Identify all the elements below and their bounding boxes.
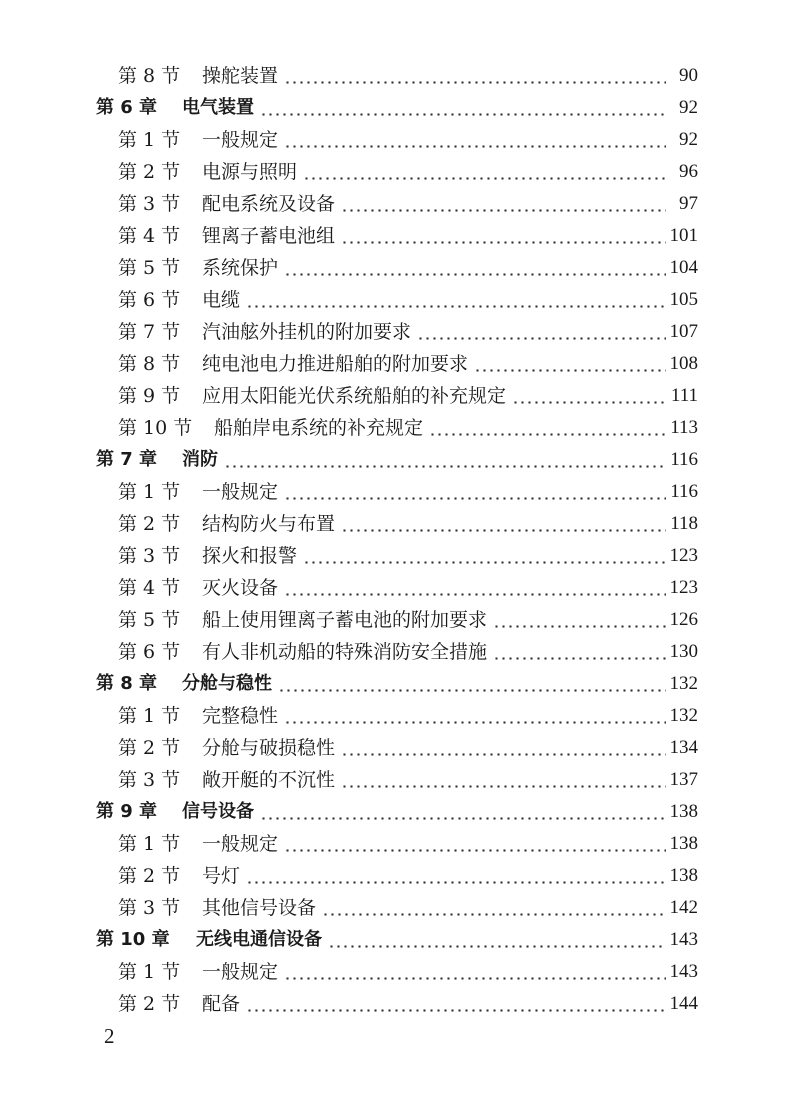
entry-number: 第 4 节 bbox=[118, 225, 181, 247]
entry-number: 第 1 节 bbox=[118, 961, 181, 983]
dot-leader bbox=[322, 913, 666, 916]
entry-page: 105 bbox=[666, 284, 699, 316]
entry-label bbox=[118, 316, 415, 348]
entry-page: 101 bbox=[666, 220, 699, 252]
entry-label bbox=[96, 668, 276, 700]
entry-title: 配备 bbox=[202, 993, 241, 1015]
entry-title: 敞开艇的不沉性 bbox=[202, 769, 336, 791]
entry-title: 灭火设备 bbox=[202, 577, 279, 599]
entry-label bbox=[118, 284, 244, 316]
toc-section-entry bbox=[0, 508, 790, 540]
entry-title: 锂离子蓄电池组 bbox=[202, 225, 336, 247]
entry-title: 电气装置 bbox=[182, 97, 254, 118]
entry-page: 123 bbox=[666, 540, 699, 572]
entry-page: 138 bbox=[666, 860, 699, 892]
entry-page: 142 bbox=[666, 892, 699, 924]
dot-leader bbox=[341, 785, 666, 788]
entry-title: 系统保护 bbox=[202, 257, 279, 279]
toc-section-entry bbox=[0, 60, 790, 92]
entry-number: 第 1 节 bbox=[118, 129, 181, 151]
entry-number: 第 2 节 bbox=[118, 865, 181, 887]
entry-page: 111 bbox=[667, 380, 698, 412]
entry-label bbox=[118, 508, 339, 540]
entry-label bbox=[96, 92, 258, 124]
dot-leader bbox=[429, 433, 666, 436]
entry-number: 第 3 节 bbox=[118, 545, 181, 567]
entry-title: 信号设备 bbox=[182, 801, 254, 822]
dot-leader bbox=[303, 561, 666, 564]
toc-section-entry bbox=[0, 380, 790, 412]
entry-page: 137 bbox=[666, 764, 699, 796]
entry-number: 第 9 章 bbox=[96, 801, 158, 822]
dot-leader bbox=[246, 881, 666, 884]
toc-section-entry bbox=[0, 764, 790, 796]
dot-leader bbox=[284, 977, 666, 980]
dot-leader bbox=[284, 145, 666, 148]
dot-leader bbox=[246, 1009, 666, 1012]
entry-title: 消防 bbox=[182, 449, 218, 470]
entry-number: 第 3 节 bbox=[118, 897, 181, 919]
dot-leader bbox=[260, 113, 666, 116]
toc-chapter-entry bbox=[0, 444, 790, 476]
entry-title: 一般规定 bbox=[202, 481, 279, 503]
entry-label bbox=[96, 924, 326, 956]
entry-title: 应用太阳能光伏系统船舶的补充规定 bbox=[202, 385, 507, 407]
entry-number: 第 2 节 bbox=[118, 993, 181, 1015]
entry-title: 号灯 bbox=[202, 865, 241, 887]
dot-leader bbox=[284, 593, 666, 596]
entry-label bbox=[118, 188, 339, 220]
toc-section-entry bbox=[0, 220, 790, 252]
dot-leader bbox=[284, 497, 666, 500]
entry-title: 配电系统及设备 bbox=[202, 193, 336, 215]
dot-leader bbox=[303, 177, 666, 180]
entry-label bbox=[118, 60, 282, 92]
entry-label bbox=[118, 476, 282, 508]
dot-leader bbox=[284, 849, 666, 852]
entry-label bbox=[118, 124, 282, 156]
entry-page: 144 bbox=[666, 988, 699, 1020]
dot-leader bbox=[493, 625, 666, 628]
dot-leader bbox=[260, 817, 666, 820]
entry-title: 船舶岸电系统的补充规定 bbox=[214, 417, 424, 439]
toc-section-entry bbox=[0, 988, 790, 1020]
toc-section-entry bbox=[0, 348, 790, 380]
entry-title: 一般规定 bbox=[202, 129, 279, 151]
entry-number: 第 3 节 bbox=[118, 769, 181, 791]
entry-title: 无线电通信设备 bbox=[196, 929, 322, 950]
dot-leader bbox=[224, 465, 666, 468]
entry-label bbox=[118, 988, 244, 1020]
entry-page: 113 bbox=[666, 412, 698, 444]
entry-page: 134 bbox=[666, 732, 699, 764]
entry-label bbox=[118, 636, 491, 668]
entry-number: 第 6 章 bbox=[96, 97, 158, 118]
entry-number: 第 1 节 bbox=[118, 833, 181, 855]
entry-page: 104 bbox=[666, 252, 699, 284]
entry-page: 97 bbox=[675, 188, 698, 220]
entry-label bbox=[118, 380, 510, 412]
entry-page: 126 bbox=[666, 604, 699, 636]
entry-number: 第 8 章 bbox=[96, 673, 158, 694]
toc-section-entry bbox=[0, 892, 790, 924]
entry-page: 123 bbox=[666, 572, 699, 604]
entry-page: 116 bbox=[666, 444, 698, 476]
entry-page: 90 bbox=[675, 60, 698, 92]
toc-section-entry bbox=[0, 572, 790, 604]
entry-label bbox=[118, 572, 282, 604]
toc-chapter-entry bbox=[0, 668, 790, 700]
entry-label bbox=[118, 348, 472, 380]
dot-leader bbox=[417, 337, 666, 340]
toc-section-entry bbox=[0, 316, 790, 348]
entry-number: 第 1 节 bbox=[118, 481, 181, 503]
toc-section-entry bbox=[0, 956, 790, 988]
dot-leader bbox=[512, 401, 666, 404]
dot-leader bbox=[284, 721, 666, 724]
entry-label bbox=[118, 220, 339, 252]
entry-page: 96 bbox=[675, 156, 698, 188]
entry-number: 第 3 节 bbox=[118, 193, 181, 215]
dot-leader bbox=[278, 689, 666, 692]
dot-leader bbox=[284, 273, 666, 276]
entry-title: 一般规定 bbox=[202, 833, 279, 855]
dot-leader bbox=[474, 369, 666, 372]
dot-leader bbox=[284, 81, 666, 84]
toc-section-entry bbox=[0, 700, 790, 732]
entry-number: 第 10 节 bbox=[118, 417, 193, 439]
entry-number: 第 2 节 bbox=[118, 513, 181, 535]
entry-label bbox=[118, 892, 320, 924]
entry-number: 第 6 节 bbox=[118, 289, 181, 311]
entry-label bbox=[96, 444, 222, 476]
entry-label bbox=[118, 252, 282, 284]
toc-section-entry bbox=[0, 860, 790, 892]
entry-number: 第 4 节 bbox=[118, 577, 181, 599]
toc-section-entry bbox=[0, 540, 790, 572]
entry-page: 143 bbox=[666, 956, 699, 988]
toc-section-entry bbox=[0, 476, 790, 508]
entry-label bbox=[118, 764, 339, 796]
entry-number: 第 6 节 bbox=[118, 641, 181, 663]
entry-number: 第 9 节 bbox=[118, 385, 181, 407]
toc-section-entry bbox=[0, 124, 790, 156]
entry-title: 电缆 bbox=[202, 289, 241, 311]
entry-title: 船上使用锂离子蓄电池的附加要求 bbox=[202, 609, 488, 631]
entry-label bbox=[118, 860, 244, 892]
entry-number: 第 8 节 bbox=[118, 353, 181, 375]
entry-title: 探火和报警 bbox=[202, 545, 298, 567]
entry-title: 汽油舷外挂机的附加要求 bbox=[202, 321, 412, 343]
toc-chapter-entry bbox=[0, 924, 790, 956]
toc-section-entry bbox=[0, 156, 790, 188]
entry-page: 107 bbox=[666, 316, 699, 348]
entry-label bbox=[118, 956, 282, 988]
entry-title: 纯电池电力推进船舶的附加要求 bbox=[202, 353, 469, 375]
entry-number: 第 10 章 bbox=[96, 929, 170, 950]
entry-title: 操舵装置 bbox=[202, 65, 279, 87]
toc-section-entry bbox=[0, 284, 790, 316]
entry-title: 一般规定 bbox=[202, 961, 279, 983]
entry-page: 130 bbox=[666, 636, 699, 668]
toc-section-entry bbox=[0, 188, 790, 220]
entry-label bbox=[118, 412, 427, 444]
entry-label bbox=[118, 604, 491, 636]
entry-title: 结构防火与布置 bbox=[202, 513, 336, 535]
entry-number: 第 7 节 bbox=[118, 321, 181, 343]
entry-title: 分舱与稳性 bbox=[182, 673, 272, 694]
entry-page: 132 bbox=[666, 668, 699, 700]
dot-leader bbox=[341, 241, 666, 244]
entry-title: 有人非机动船的特殊消防安全措施 bbox=[202, 641, 488, 663]
entry-label bbox=[118, 156, 301, 188]
entry-title: 电源与照明 bbox=[202, 161, 298, 183]
page-number: 2 bbox=[104, 1024, 115, 1048]
dot-leader bbox=[493, 657, 666, 660]
entry-title: 其他信号设备 bbox=[202, 897, 317, 919]
toc-chapter-entry bbox=[0, 796, 790, 828]
entry-number: 第 8 节 bbox=[118, 65, 181, 87]
entry-number: 第 1 节 bbox=[118, 705, 181, 727]
entry-page: 138 bbox=[666, 828, 699, 860]
entry-page: 143 bbox=[666, 924, 699, 956]
toc-section-entry bbox=[0, 828, 790, 860]
entry-page: 92 bbox=[675, 124, 698, 156]
entry-number: 第 2 节 bbox=[118, 737, 181, 759]
entry-label bbox=[96, 796, 258, 828]
dot-leader bbox=[328, 945, 666, 948]
entry-page: 118 bbox=[666, 508, 698, 540]
dot-leader bbox=[341, 529, 666, 532]
toc-section-entry bbox=[0, 412, 790, 444]
entry-page: 132 bbox=[666, 700, 699, 732]
entry-label bbox=[118, 828, 282, 860]
entry-page: 116 bbox=[666, 476, 698, 508]
entry-label bbox=[118, 732, 339, 764]
entry-title: 完整稳性 bbox=[202, 705, 279, 727]
toc-section-entry bbox=[0, 732, 790, 764]
toc-section-entry bbox=[0, 636, 790, 668]
entry-number: 第 7 章 bbox=[96, 449, 158, 470]
table-of-contents bbox=[0, 60, 790, 1020]
toc-chapter-entry bbox=[0, 92, 790, 124]
dot-leader bbox=[341, 209, 666, 212]
entry-title: 分舱与破损稳性 bbox=[202, 737, 336, 759]
entry-number: 第 2 节 bbox=[118, 161, 181, 183]
toc-section-entry bbox=[0, 252, 790, 284]
entry-page: 92 bbox=[675, 92, 698, 124]
entry-number: 第 5 节 bbox=[118, 609, 181, 631]
entry-page: 108 bbox=[666, 348, 699, 380]
dot-leader bbox=[341, 753, 666, 756]
dot-leader bbox=[246, 305, 666, 308]
entry-number: 第 5 节 bbox=[118, 257, 181, 279]
entry-label bbox=[118, 540, 301, 572]
entry-label bbox=[118, 700, 282, 732]
entry-page: 138 bbox=[666, 796, 699, 828]
toc-section-entry bbox=[0, 604, 790, 636]
